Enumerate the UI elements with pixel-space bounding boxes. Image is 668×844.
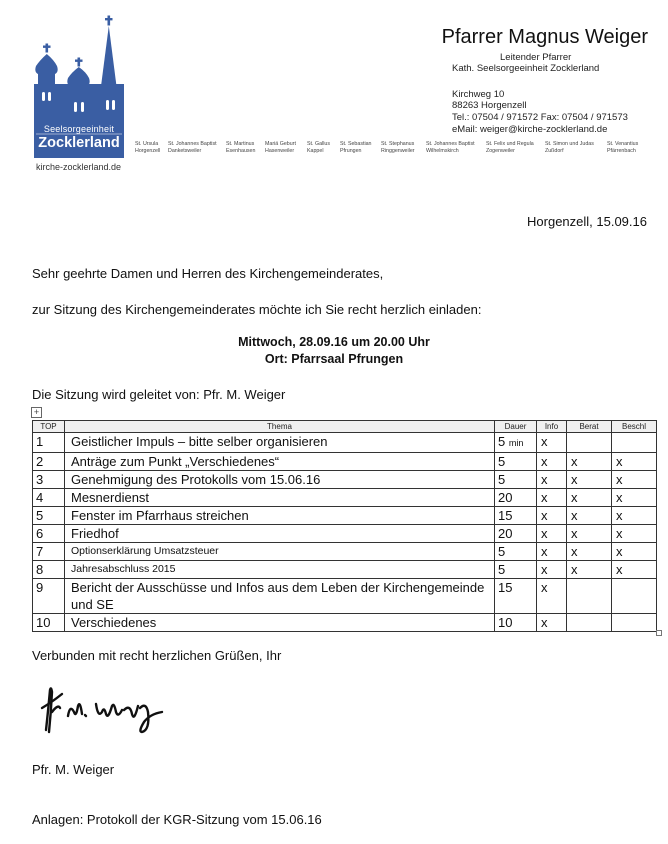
header-info: Info xyxy=(537,421,567,433)
row-beschl: x xyxy=(612,525,657,543)
table-row xyxy=(33,471,657,489)
row-info: x xyxy=(537,489,567,507)
row-dauer: 5 xyxy=(495,471,537,489)
row-info: x xyxy=(537,507,567,525)
row-top: 2 xyxy=(33,453,65,471)
table-row xyxy=(33,525,657,543)
header-dauer: Dauer xyxy=(495,421,537,433)
website-url: kirche-zocklerland.de xyxy=(36,162,122,172)
row-thema: Friedhof xyxy=(65,525,495,543)
sender-unit: Kath. Seelsorgeeinheit Zocklerland xyxy=(452,63,600,74)
meeting-location: Ort: Pfarrsaal Pfrungen xyxy=(264,352,404,366)
table-header-row xyxy=(33,421,657,433)
row-info: x xyxy=(537,433,567,453)
row-dauer: 20 xyxy=(495,525,537,543)
logo-line-1: Seelsorgeeinheit xyxy=(43,124,115,134)
table-row xyxy=(33,543,657,561)
row-info: x xyxy=(537,471,567,489)
row-berat: x xyxy=(567,543,612,561)
parish-entry: St. Martinus Esenhausen xyxy=(226,141,256,154)
invitation-text: zur Sitzung des Kirchengemeinderates möchte ich Sie recht herzlich einladen: xyxy=(32,302,482,317)
row-top: 6 xyxy=(33,525,65,543)
parish-entry: St. Gallus Kappel xyxy=(307,141,330,154)
parish-entry: St. Johannes Baptist Wilhelmskirch xyxy=(426,141,475,154)
row-dauer: 20 xyxy=(495,489,537,507)
handwritten-signature xyxy=(38,682,170,736)
signature-text: Pf. M. Weiger xyxy=(38,682,45,683)
header-top: TOP xyxy=(33,421,65,433)
row-thema: Mesnerdienst xyxy=(65,489,495,507)
row-beschl xyxy=(612,614,657,632)
row-dauer: 5 xyxy=(495,543,537,561)
row-beschl xyxy=(612,433,657,453)
signer-name: Pfr. M. Weiger xyxy=(32,762,115,777)
row-beschl: x xyxy=(612,561,657,579)
chair-text: Die Sitzung wird geleitet von: Pfr. M. Weiger xyxy=(32,387,286,402)
salutation: Sehr geehrte Damen und Herren des Kirchengemeinderates, xyxy=(32,266,384,281)
row-berat xyxy=(567,433,612,453)
parish-entry: St. Stephanus Ringgenweiler xyxy=(381,141,415,154)
row-top: 8 xyxy=(33,561,65,579)
parish-entry: St. Simon und Judas Zußdorf xyxy=(545,141,594,154)
row-beschl: x xyxy=(612,471,657,489)
row-thema: Bericht der Ausschüsse und Infos aus dem Leben der Kirchengemeinde und SE xyxy=(65,579,495,614)
row-dauer-value: 5 xyxy=(498,434,506,449)
header-beschl: Beschl xyxy=(612,421,657,433)
row-dauer: 10 xyxy=(495,614,537,632)
sender-role: Leitender Pfarrer xyxy=(500,52,572,63)
header-thema: Thema xyxy=(65,421,495,433)
row-berat: x xyxy=(567,489,612,507)
row-thema: Geistlicher Impuls – bitte selber organisieren xyxy=(65,433,495,453)
parish-entry: St. Sebastian Pfrungen xyxy=(340,141,372,154)
row-berat: x xyxy=(567,471,612,489)
meeting-datetime: Mittwoch, 28.09.16 um 20.00 Uhr xyxy=(238,335,430,349)
row-dauer: 5 xyxy=(495,453,537,471)
row-info: x xyxy=(537,614,567,632)
row-info: x xyxy=(537,561,567,579)
row-beschl: x xyxy=(612,507,657,525)
row-dauer-unit: min xyxy=(508,438,524,448)
row-berat xyxy=(567,579,612,614)
sender-name: Pfarrer Magnus Weiger xyxy=(441,26,648,48)
table-row xyxy=(33,507,657,525)
parish-entry: St. Felix und Regula Zogenweiler xyxy=(486,141,534,154)
attachment-note: Anlagen: Protokoll der KGR-Sitzung vom 15.06.16 xyxy=(32,812,322,827)
row-berat: x xyxy=(567,525,612,543)
table-row xyxy=(33,433,657,453)
table-row xyxy=(33,489,657,507)
row-dauer: 15 xyxy=(495,579,537,614)
row-thema: Jahresabschluss 2015 xyxy=(65,561,495,579)
parish-entry: St. Ursula Horgenzell xyxy=(135,141,161,154)
table-move-handle[interactable]: + xyxy=(31,407,42,418)
row-dauer: 15 xyxy=(495,507,537,525)
row-top: 5 xyxy=(33,507,65,525)
row-top: 1 xyxy=(33,433,65,453)
parish-entry: St. Johannes Baptist Danketsweiler xyxy=(168,141,217,154)
row-info: x xyxy=(537,453,567,471)
row-beschl: x xyxy=(612,453,657,471)
header-berat: Berat xyxy=(567,421,612,433)
row-thema: Fenster im Pfarrhaus streichen xyxy=(65,507,495,525)
row-berat: x xyxy=(567,453,612,471)
row-dauer xyxy=(495,433,537,453)
sender-city: 88263 Horgenzell xyxy=(452,100,527,111)
letter-date: Horgenzell, 15.09.16 xyxy=(527,214,647,229)
table-row xyxy=(33,579,657,614)
row-top: 9 xyxy=(33,579,65,614)
logo-line-2: Zocklerland xyxy=(38,135,120,151)
row-info: x xyxy=(537,525,567,543)
row-top: 3 xyxy=(33,471,65,489)
agenda-table xyxy=(32,420,657,632)
table-resize-handle[interactable] xyxy=(656,630,662,636)
sender-email: eMail: weiger@kirche-zocklerland.de xyxy=(452,124,608,135)
sender-phone: Tel.: 07504 / 971572 Fax: 07504 / 971573 xyxy=(452,112,628,123)
row-beschl: x xyxy=(612,543,657,561)
row-dauer: 5 xyxy=(495,561,537,579)
table-row xyxy=(33,453,657,471)
row-berat: x xyxy=(567,561,612,579)
table-row xyxy=(33,614,657,632)
row-info: x xyxy=(537,579,567,614)
row-thema: Anträge zum Punkt „Verschiedenes“ xyxy=(65,453,495,471)
row-top: 7 xyxy=(33,543,65,561)
parish-entry: St. Venantius Pfärrenbach xyxy=(607,141,639,154)
parish-entry: Mariä Geburt Hasenweiler xyxy=(265,141,296,154)
row-berat xyxy=(567,614,612,632)
row-beschl: x xyxy=(612,489,657,507)
table-row xyxy=(33,561,657,579)
row-berat: x xyxy=(567,507,612,525)
row-thema: Genehmigung des Protokolls vom 15.06.16 xyxy=(65,471,495,489)
sender-street: Kirchweg 10 xyxy=(452,89,505,100)
row-top: 10 xyxy=(33,614,65,632)
row-top: 4 xyxy=(33,489,65,507)
closing-text: Verbunden mit recht herzlichen Grüßen, Ihr xyxy=(32,648,282,663)
row-info: x xyxy=(537,543,567,561)
row-thema: Optionserklärung Umsatzsteuer xyxy=(65,543,495,561)
row-thema: Verschiedenes xyxy=(65,614,495,632)
row-beschl xyxy=(612,579,657,614)
